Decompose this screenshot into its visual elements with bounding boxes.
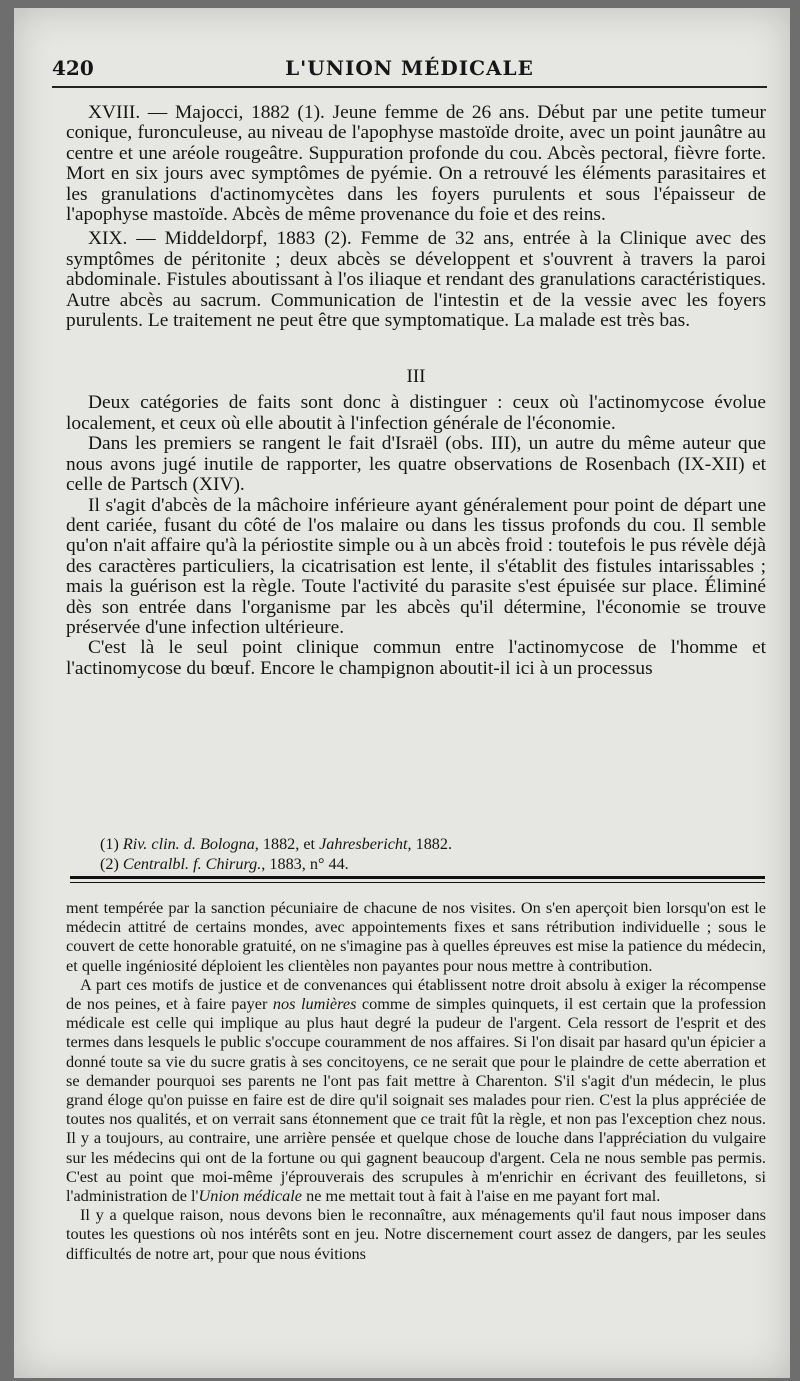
feuilleton-rule-thin xyxy=(70,882,765,883)
observation-text: — Majocci, 1882 (1). Jeune femme de 26 ans. Début par une petite tumeur conique, furonculeuse, au niveau de l'apophyse mastoïde droite, avec un point jaunâtre au centre et une aréole rougeâtre. Suppuration profonde du cou. Abcès pectoral, fièvre forte. Mort en six jours avec symptômes de pyémie. On a retrouvé les éléments parasitaires et les granulations d'actinomycètes dans les foyers purulents et sous l'épaisseur de l'apophyse mastoïde. Abcès de même provenance du foie et des reins. xyxy=(66,102,766,226)
footnote-2 xyxy=(100,854,765,874)
footnote-journal: Riv. clin. d. Bologna xyxy=(122,835,255,853)
feuilleton-paragraph: ment tempérée par la sanction pécuniaire de chacune de nos visites. On s'en aperçoit bien lorsqu'on est le médecin attitré de certains mondes, avec appointements fixes et sans rétribution individuelle ; sous le couvert de cette honorable gratuité, on ne s'imagine pas à quelles épreuves est mise la patience du médecin, et quelle ingéniosité déploient les clientèles non payantes pour nous mettre à contribution. xyxy=(66,898,766,975)
page-number: 420 xyxy=(52,56,94,80)
footnote-mark: (2) xyxy=(100,855,119,873)
observation-19 xyxy=(66,229,766,331)
main-text xyxy=(66,103,766,679)
text-run: ne me mettait tout à fait à l'aise en me payant fort mal. xyxy=(306,1186,661,1206)
page-header xyxy=(52,56,767,82)
observation-label: XIX. xyxy=(88,228,128,250)
feuilleton-paragraph xyxy=(66,975,766,1205)
observation-18 xyxy=(66,103,766,225)
paragraph: C'est là le seul point clinique commun entre l'actinomycose de l'homme et l'actinomycose du bœuf. Encore le champignon aboutit-il ici à un processus xyxy=(66,637,766,679)
feuilleton-paragraph: Il y a quelque raison, nous devons bien le reconnaître, aux ménagements qu'il faut nous imposer dans toutes les questions où nos intérêts sont en jeu. Notre discernement court assez de dangers, par les seules difficultés de notre art, pour que nous évitions xyxy=(66,1205,766,1263)
footnote-text: , 1882, et xyxy=(254,835,320,853)
paragraph: Il s'agit d'abcès de la mâchoire inférieure ayant généralement pour point de départ une dent cariée, fusant du côté de l'os malaire ou dans les tissus profonds du cou. Il semble qu'on n'ait affaire qu'à la périostite simple ou à un abcès froid : toutefois le pus révèle déjà des caractères particuliers, la cicatrisation est lente, il s'établit des fistules intarissables ; mais la guérison est la règle. Toute l'activité du parasite s'est épuisée sur place. Éliminé dès son entrée dans l'organisme par les abcès qu'il détermine, l'économie se trouve préservée d'une infection ultérieure. xyxy=(66,494,766,638)
text-run: comme de simples quinquets, il est certain que la profession médicale est celle qui implique au plus haut degré la pudeur de l'argent. Cela ressort de l'esprit et des termes dans lesquels le public s'occupe couramment de nos affaires. Si l'on disait par hasard qu'un épicier a donné toute sa vie du sucre gratis à ses concitoyens, ce ne serait que pour le plaindre de cette aberration et se demander pourquoi ses parents ne l'ont pas fait mettre à Charenton. S'il s'agit d'un médecin, le plus grand éloge qu'on puisse en faire est de dire qu'il soignait ses malades pour rien. C'est la plus appréciée de toutes nos qualités, et on verrait sans étonnement que ce trait fût la règle, et non pas l'exception chez nous. Il y a toujours, au contraire, une arrière pensée et quelque chose de louche dans l'appréciation du vulgaire sur les médecins qui ont de la fortune ou qui gagnent beaucoup d'argent. Cela ne nous semble pas permis. C'est au point que moi-même j'éprouverais des scrupules à m'enrichir en écrivant des feuilletons, si l'administration de l' xyxy=(66,994,766,1206)
footnote-text: , 1882. xyxy=(407,835,453,853)
feuilleton-rule xyxy=(70,876,765,879)
running-title: L'UNION MÉDICALE xyxy=(285,56,534,80)
paragraph: Deux catégories de faits sont donc à distinguer : ceux où l'actinomycose évolue localement, et ceux où elle aboutit à l'infection générale de l'économie. xyxy=(66,392,766,434)
footnote-journal: Centralbl. f. Chirurg. xyxy=(122,855,262,873)
italic-run: nos lumières xyxy=(272,994,357,1014)
header-rule xyxy=(52,86,767,88)
italic-run: Union médicale xyxy=(198,1186,303,1206)
book-page xyxy=(14,8,790,1378)
footnote-text: , 1883, n° 44. xyxy=(261,855,349,873)
footnote-1 xyxy=(100,834,765,854)
footnotes xyxy=(100,834,765,874)
paragraph: Dans les premiers se rangent le fait d'Israël (obs. III), un autre du même auteur que nous avons jugé inutile de rapporter, les quatre observations de Rosenbach (IX-XII) et celle de Partsch (XIV). xyxy=(66,433,766,496)
footnote-report: Jahresbericht xyxy=(319,835,408,853)
section-heading: III xyxy=(406,366,426,388)
text-run: A part ces motifs de justice et de convenances qui établissent notre droit absolu à exiger la récompense de nos peines, et à faire payer xyxy=(66,974,766,1014)
observation-label: XVIII. xyxy=(88,102,141,123)
footnote-mark: (1) xyxy=(100,835,119,853)
observation-text: — Middeldorpf, 1883 (2). Femme de 32 ans, entrée à la Clinique avec des symptômes de péritonite ; deux abcès se développent et s'ouvrent à travers la paroi abdominale. Fistules aboutissant à l'os iliaque et rendant des granulations caractéristiques. Autre abcès au sacrum. Communication de l'intestin et de la vessie avec les foyers purulents. Le traitement ne peut être que symptomatique. La malade est très bas. xyxy=(66,228,766,332)
feuilleton-text xyxy=(66,898,766,1263)
